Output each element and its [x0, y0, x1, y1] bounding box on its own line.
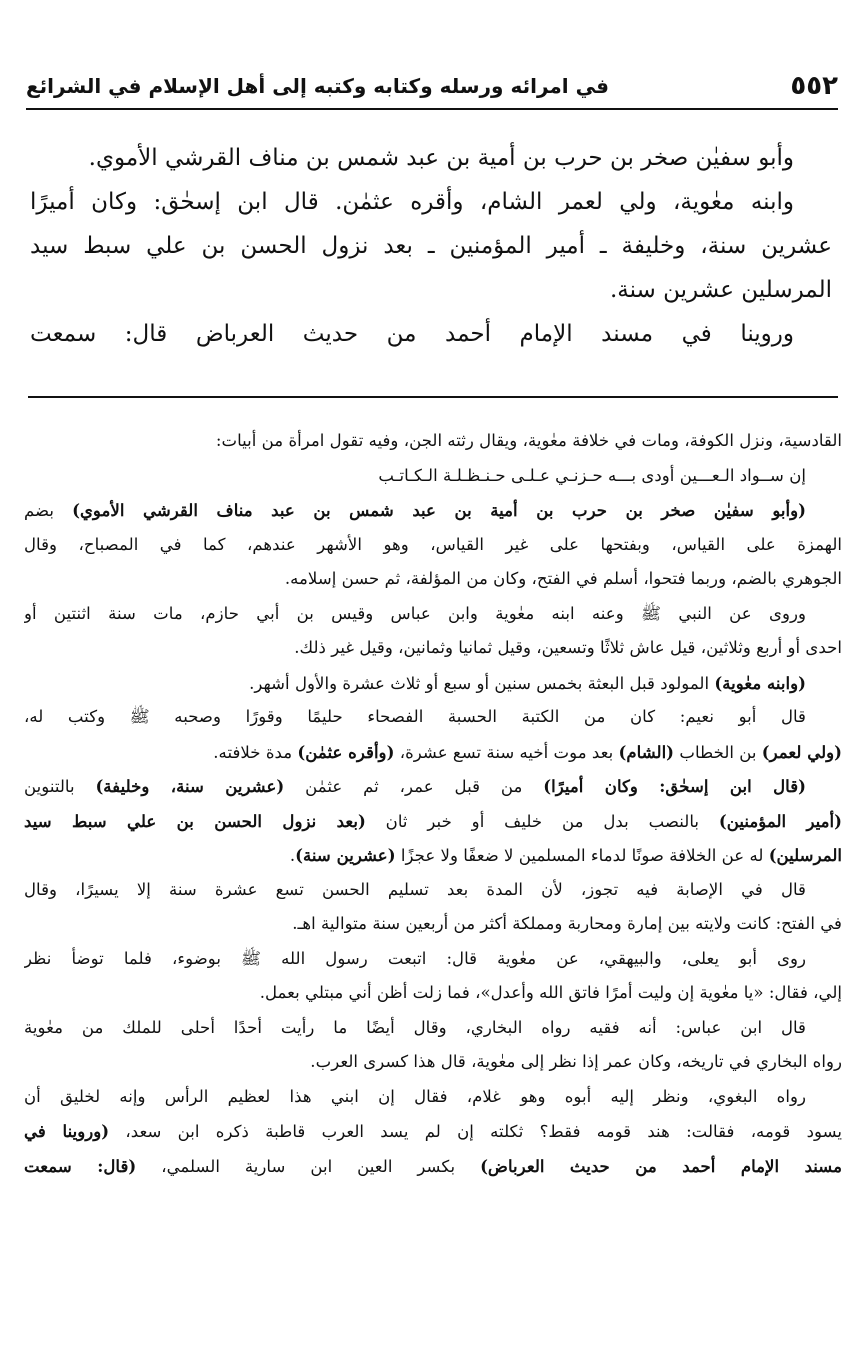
commentary-segment: إن ســواد الـعـــين أودى بـــه حـزنـي عـلـى حـنـظـلـة الـكـاتـب	[378, 465, 806, 485]
main-text	[30, 136, 832, 356]
commentary-segment: الجوهري بالضم، وربما فتحوا، أسلم في الفتح، وكان من المؤلفة، ثم حسن إسلامه.	[284, 569, 842, 588]
commentary-line	[24, 735, 842, 770]
quoted-main-text: (عشرين سنة)	[295, 845, 396, 865]
quoted-main-text: (وأبو سفيٰن صخر بن حرب بن أمية بن عبد شمس بن عبد مناف القرشي الأموي)	[72, 500, 806, 520]
commentary-segment: رواه البغوي، ونظر إليه أبوه وهو غلام، فقال إن ابني هذا لعظيم الرأس وإنه لخليق أن	[24, 1086, 806, 1106]
commentary-segment: المولود قبل البعثة بخمس سنين أو سبع أو ثلاث عشرة والأول أشهر.	[249, 673, 715, 693]
commentary-line	[24, 666, 842, 701]
commentary-segment: إلي، فقال: «يا معٰوية إن وليت أمرًا فاتق الله وأعدل»، فما زلت أظن أني مبتلي بعمل.	[259, 983, 842, 1002]
running-title: في امرائه ورسله وكتابه وكتبه إلى أهل الإسلام في الشرائع	[26, 74, 609, 98]
main-text-line: المرسلين عشرين سنة.	[609, 277, 832, 303]
commentary-line	[24, 907, 842, 942]
quoted-main-text: (قال ابن إسحٰق: وكان أميرًا)	[543, 776, 806, 796]
commentary-segment: بعد موت أخيه سنة تسع عشرة،	[394, 742, 619, 762]
commentary-segment: يسود قومه، فقالت: هند قومه فقط؟ ثكلته إن لم يسد العرب قاطبة ذكره ابن سعد،	[109, 1122, 842, 1141]
commentary-segment: الهمزة على القياس، وبفتحها على غير القياس، وهو الأشهر عندهم، كما في المصباح، وقال	[24, 534, 842, 554]
commentary-line	[24, 562, 842, 597]
commentary-segment: بالنصب بدل من خليف أو خبر ثان	[365, 811, 719, 831]
commentary-segment: من قبل عمر، ثم عثمٰن	[284, 777, 544, 796]
quoted-main-text: (أمير المؤمنين)	[718, 810, 842, 831]
commentary-text	[24, 424, 842, 1183]
commentary-line	[24, 1149, 842, 1184]
commentary-line	[24, 804, 842, 839]
main-text-line: عشرين سنة، وخليفة ـ أمير المؤمنين ـ بعد نزول الحسن بن علي سبط سيد	[30, 233, 832, 259]
main-text-line: وأبو سفيٰن صخر بن حرب بن أمية بن عبد شمس بن مناف القرشي الأموي.	[88, 145, 794, 171]
page-number: ٥٥٢	[790, 71, 838, 101]
footnote-separator	[28, 396, 838, 398]
quoted-main-text: مسند الإمام أحمد من حديث العرباض)	[480, 1155, 842, 1176]
commentary-segment: بن الخطاب	[674, 742, 762, 762]
commentary-line	[24, 700, 842, 735]
commentary-line	[24, 942, 842, 977]
commentary-line	[24, 976, 842, 1011]
commentary-line	[24, 1080, 842, 1115]
commentary-segment: روى أبو يعلى، والبيهقي، عن معٰوية قال: اتبعت رسول الله ﷺ بوضوء، فلما توضأ نظر	[24, 948, 806, 968]
commentary-line	[24, 424, 842, 459]
commentary-segment: رواه البخاري في تاريخه، وكان عمر إذا نظر إلى معٰوية، قال هذا كسرى العرب.	[310, 1052, 842, 1071]
commentary-segment: في الفتح: كانت ولايته بين إمارة ومحاربة ومملكة أكثر من أربعين سنة متوالية اهـ.	[292, 914, 842, 933]
commentary-segment: قال في الإصابة فيه تجوز، لأن المدة بعد تسليم الحسن تسع عشرة سنة إلا يسيرًا، وقال	[24, 879, 806, 899]
commentary-segment: .	[289, 846, 296, 865]
commentary-line	[24, 838, 842, 873]
page-header	[26, 64, 838, 110]
commentary-line	[24, 1011, 842, 1046]
commentary-segment: بضم	[24, 501, 73, 520]
quoted-main-text: (وابنه معٰوية)	[714, 672, 806, 693]
quoted-main-text: (قال: سمعت	[24, 1155, 137, 1176]
commentary-segment: له عن الخلافة صونًا لدماء المسلمين لا ضعفًا ولا عجزًا	[395, 846, 769, 865]
quoted-main-text: (عشرين سنة، وخليفة)	[95, 776, 285, 796]
quoted-main-text: (وأقره عثمٰن)	[297, 741, 395, 762]
quoted-main-text: المرسلين)	[768, 845, 842, 865]
quoted-main-text: (ولي لعمر)	[761, 741, 842, 762]
quoted-main-text: (وروينا في	[24, 1121, 110, 1141]
commentary-line	[24, 769, 842, 804]
commentary-segment: القادسية، ونزل الكوفة، ومات في خلافة معٰوية، ويقال رثته الجن، وفيه تقول امرأة من أبيات:	[215, 431, 842, 450]
commentary-line	[24, 597, 842, 632]
commentary-segment: مدة خلافته.	[213, 742, 298, 762]
commentary-segment: احدى أو أربع وثلاثين، قيل عاش ثلاثًا وتسعين، وقيل ثمانيا وثمانين، وقيل غير ذلك.	[294, 638, 842, 657]
commentary-line	[24, 1114, 842, 1149]
commentary-line	[24, 631, 842, 666]
main-text-line: وابنه معٰوية، ولي لعمر الشام، وأقره عثمٰن. قال ابن إسحٰق: وكان أميرًا	[30, 189, 794, 215]
commentary-line	[24, 528, 842, 563]
verse-line	[24, 459, 842, 494]
commentary-line	[24, 1045, 842, 1080]
commentary-segment: قال ابن عباس: أنه فقيه رواه البخاري، وقال أيضًا ما رأيت أحدًا أحلى للملك من معٰوية	[24, 1017, 806, 1037]
commentary-line	[24, 873, 842, 908]
commentary-segment: وروى عن النبي ﷺ وعنه ابنه معٰوية وابن عباس وقيس بن أبي حازم، مات سنة اثنتين أو	[24, 603, 806, 623]
commentary-line	[24, 493, 842, 528]
main-text-line: وروينا في مسند الإمام أحمد من حديث العرباض قال: سمعت	[30, 321, 794, 347]
commentary-segment: قال أبو نعيم: كان من الكتبة الحسبة الفصحاء حليمًا وقورًا وصحبه ﷺ وكتب له،	[24, 707, 806, 726]
quoted-main-text: (الشام)	[618, 741, 675, 762]
quoted-main-text: (بعد نزول الحسن بن علي سبط سيد	[24, 810, 366, 831]
commentary-segment: بالتنوين	[24, 777, 96, 796]
commentary-segment: بكسر العين ابن سارية السلمي،	[136, 1156, 481, 1176]
